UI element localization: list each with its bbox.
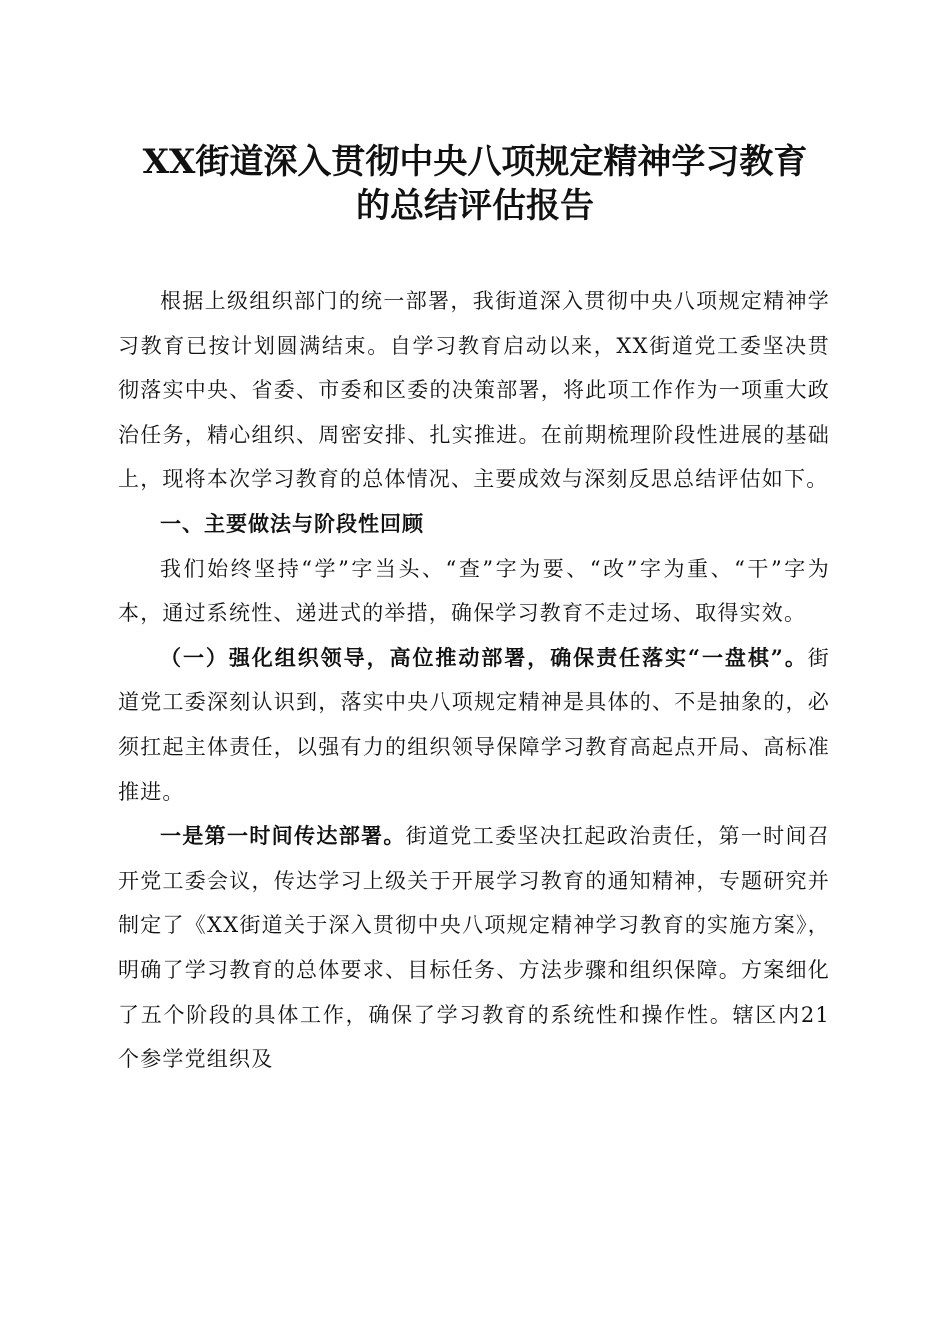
- section-1-intro-paragraph: 我们始终坚持“学”字当头、“查”字为要、“改”字为重、“干”字为本，通过系统性、递进式的举措，确保学习教育不走过场、取得实效。: [118, 556, 830, 626]
- section-1-heading: 一、主要做法与阶段性回顾: [160, 511, 424, 536]
- subsection-1-paragraph: [118, 636, 830, 814]
- subsection-1-text: 街道党工委深刻认识到，落实中央八项规定精神是具体的、不是抽象的，必须扛起主体责任，以强有力的组织领导保障学习教育高起点开局、高标准推进。: [118, 645, 830, 804]
- point-1-text: 街道党工委坚决扛起政治责任，第一时间召开党工委会议，传达学习上级关于开展学习教育的通知精神，专题研究并制定了《XX街道关于深入贯彻中央八项规定精神学习教育的实施方案》，明确了学习教育的总体要求、目标任务、方法步骤和组织保障。方案细化了五个阶段的具体工作，确保了学习教育的系统性和操作性。辖区内21个参学党组织及: [118, 824, 830, 1072]
- document-body: [118, 279, 830, 1082]
- subsection-1-lead: （一）强化组织领导，高位推动部署，确保责任落实“一盘棋”。: [160, 644, 808, 670]
- point-1-lead: 一是第一时间传达部署。: [160, 823, 406, 849]
- intro-paragraph: 根据上级组织部门的统一部署，我街道深入贯彻中央八项规定精神学习教育已按计划圆满结束。自学习教育启动以来，XX街道党工委坚决贯彻落实中央、省委、市委和区委的决策部署，将此项工作作为一项重大政治任务，精心组织、周密安排、扎实推进。在前期梳理阶段性进展的基础上，现将本次学习教育的总体情况、主要成效与深刻反思总结评估如下。: [118, 289, 830, 492]
- document-title-line-1: XX街道深入贯彻中央八项规定精神学习教育: [142, 142, 808, 182]
- point-1-paragraph: [118, 814, 830, 1082]
- document-title-line-2: 的总结评估报告: [356, 186, 594, 226]
